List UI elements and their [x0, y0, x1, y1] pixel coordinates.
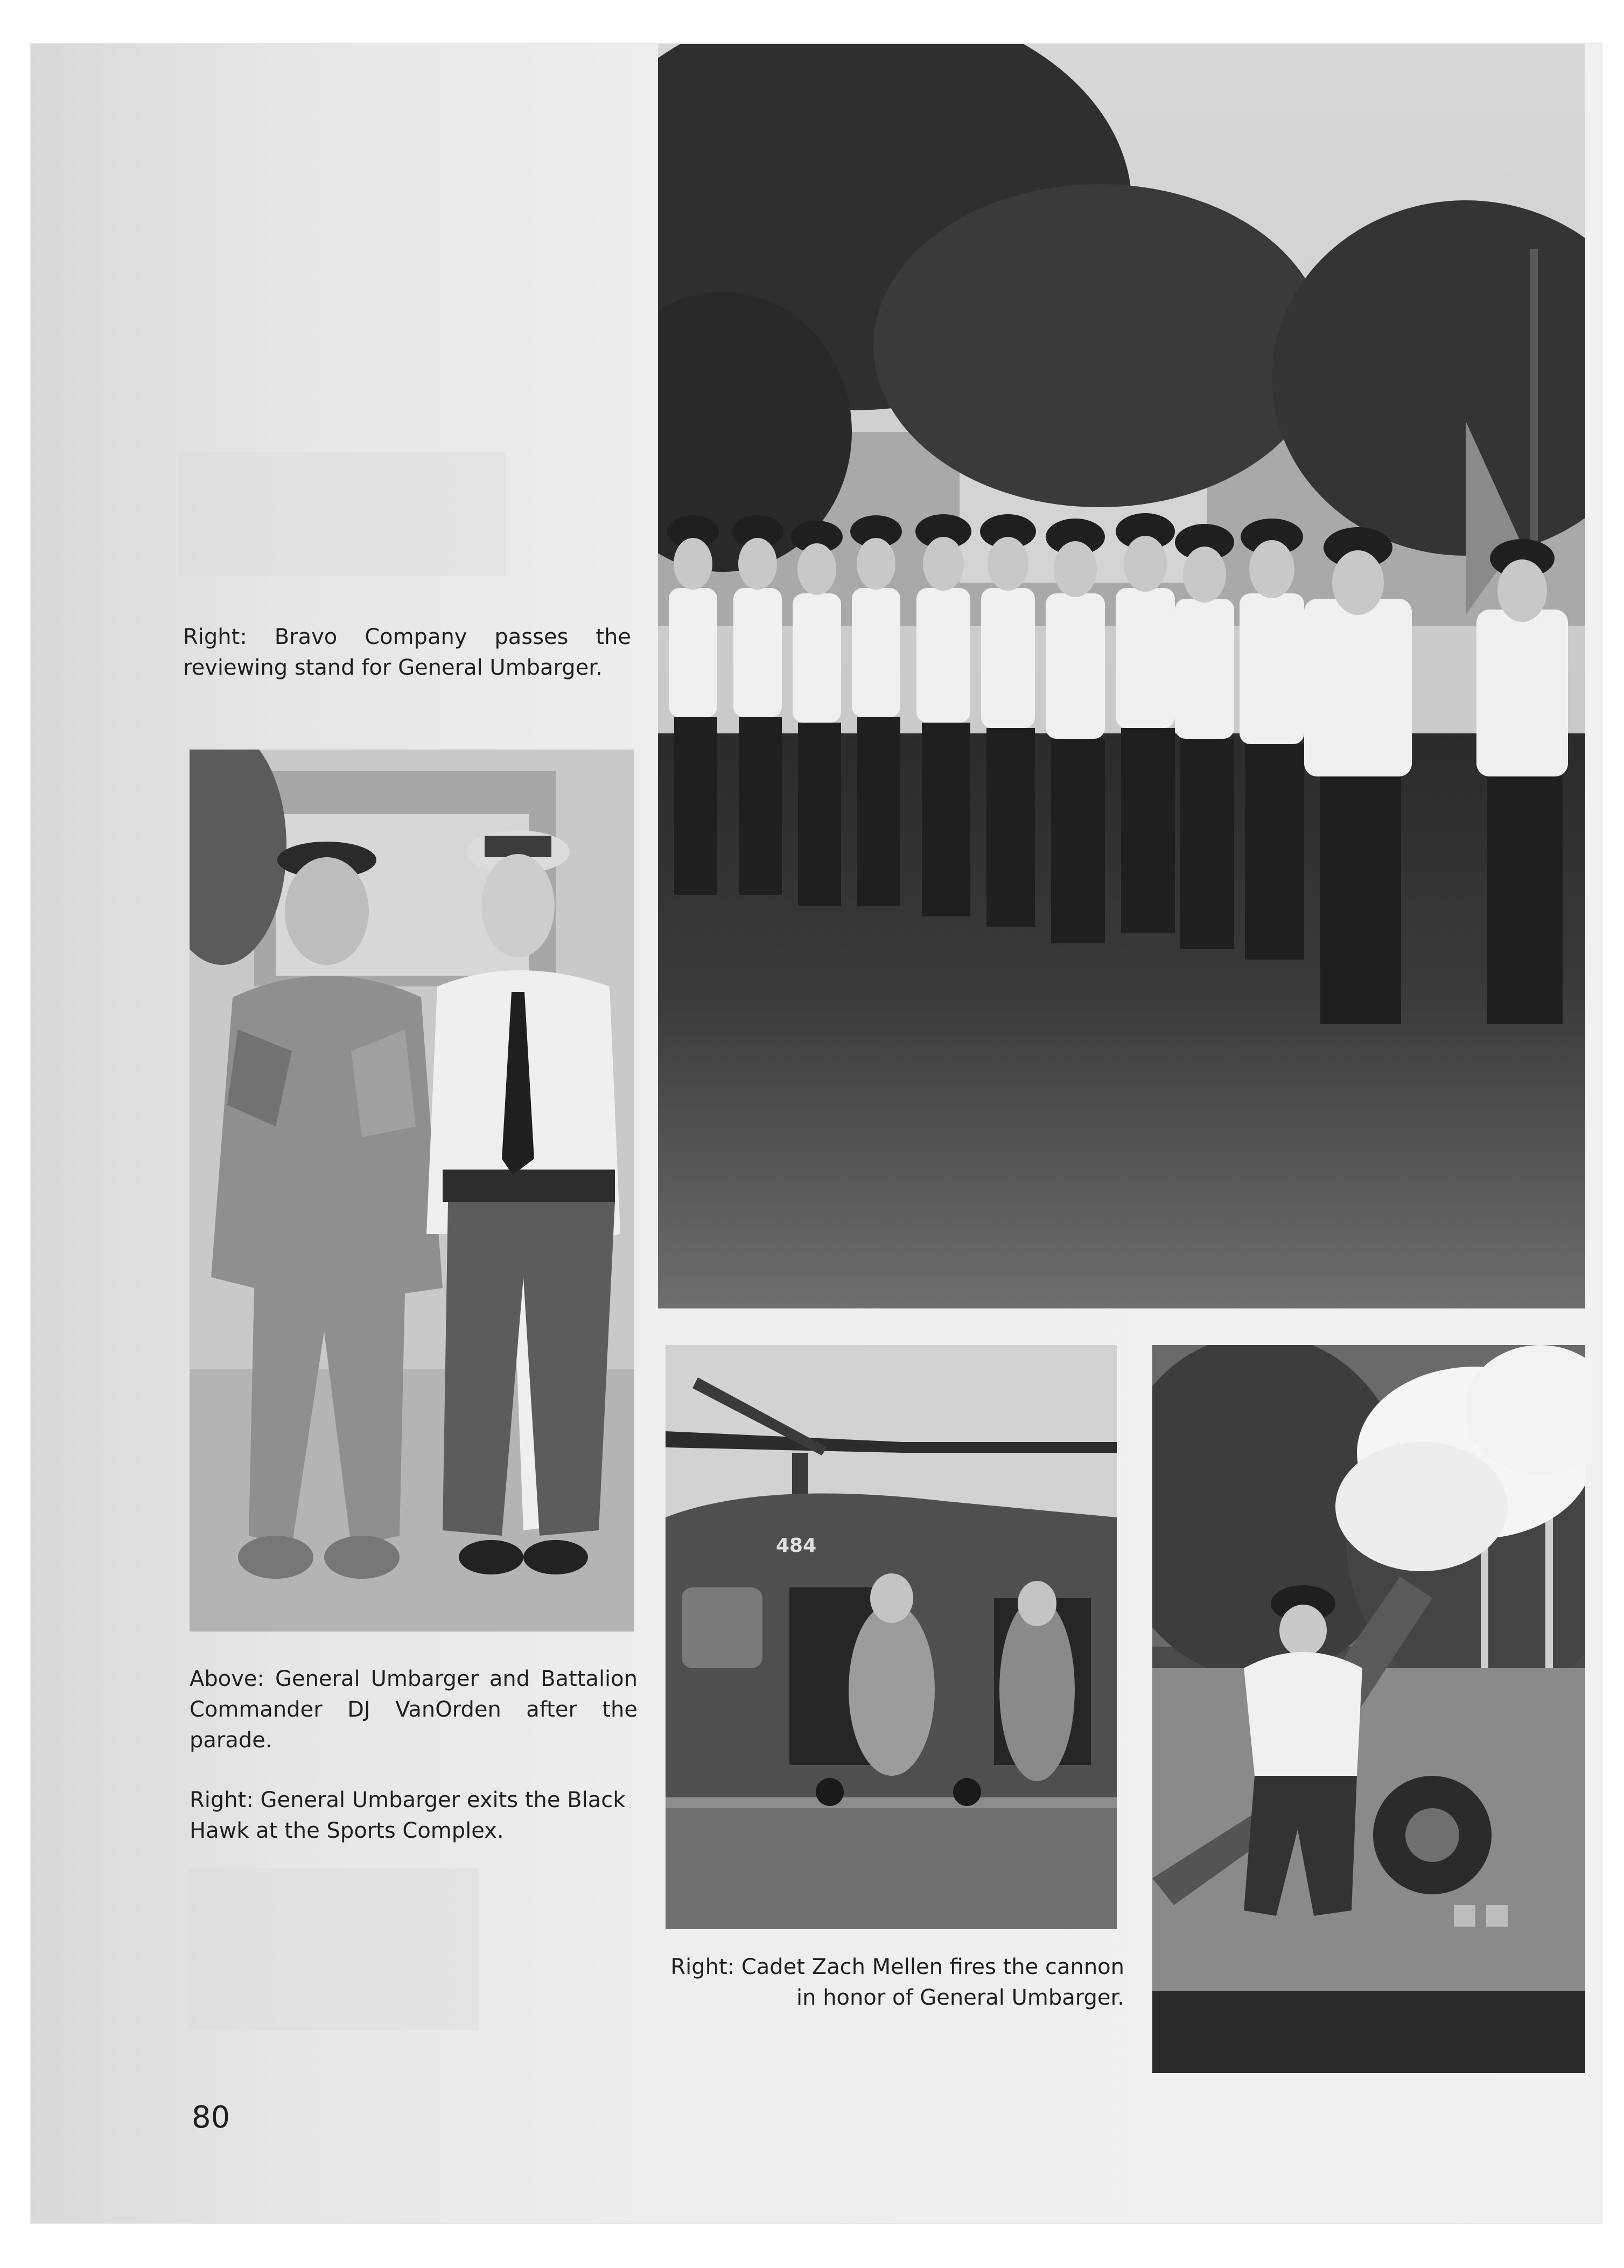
- photo-black-hawk-helicopter: [666, 1345, 1117, 1929]
- page-number: 80: [192, 2100, 230, 2135]
- caption-cannon: Right: Cadet Zach Mellen fires the cannon in honor of General Umbarger.: [670, 1955, 1124, 2010]
- photo-general-and-commander: [190, 750, 634, 1632]
- photo-bravo-company-parade: [658, 44, 1585, 1308]
- helicopter-tail-number: 484: [776, 1535, 817, 1557]
- bleed-through-block: [188, 1868, 479, 2030]
- caption-general-and-commander: Above: General Umbarger and Battalion Commander DJ VanOrden after the parade.: [190, 1667, 638, 1753]
- photo-cannon-salute: [1152, 1345, 1585, 2073]
- bleed-through-block: [178, 452, 506, 576]
- caption-black-hawk: Right: General Umbarger exits the Black Hawk at the Sports Complex.: [190, 1788, 626, 1843]
- caption-bravo-company: Right: Bravo Company passes the reviewing stand for General Umbarger.: [183, 625, 631, 680]
